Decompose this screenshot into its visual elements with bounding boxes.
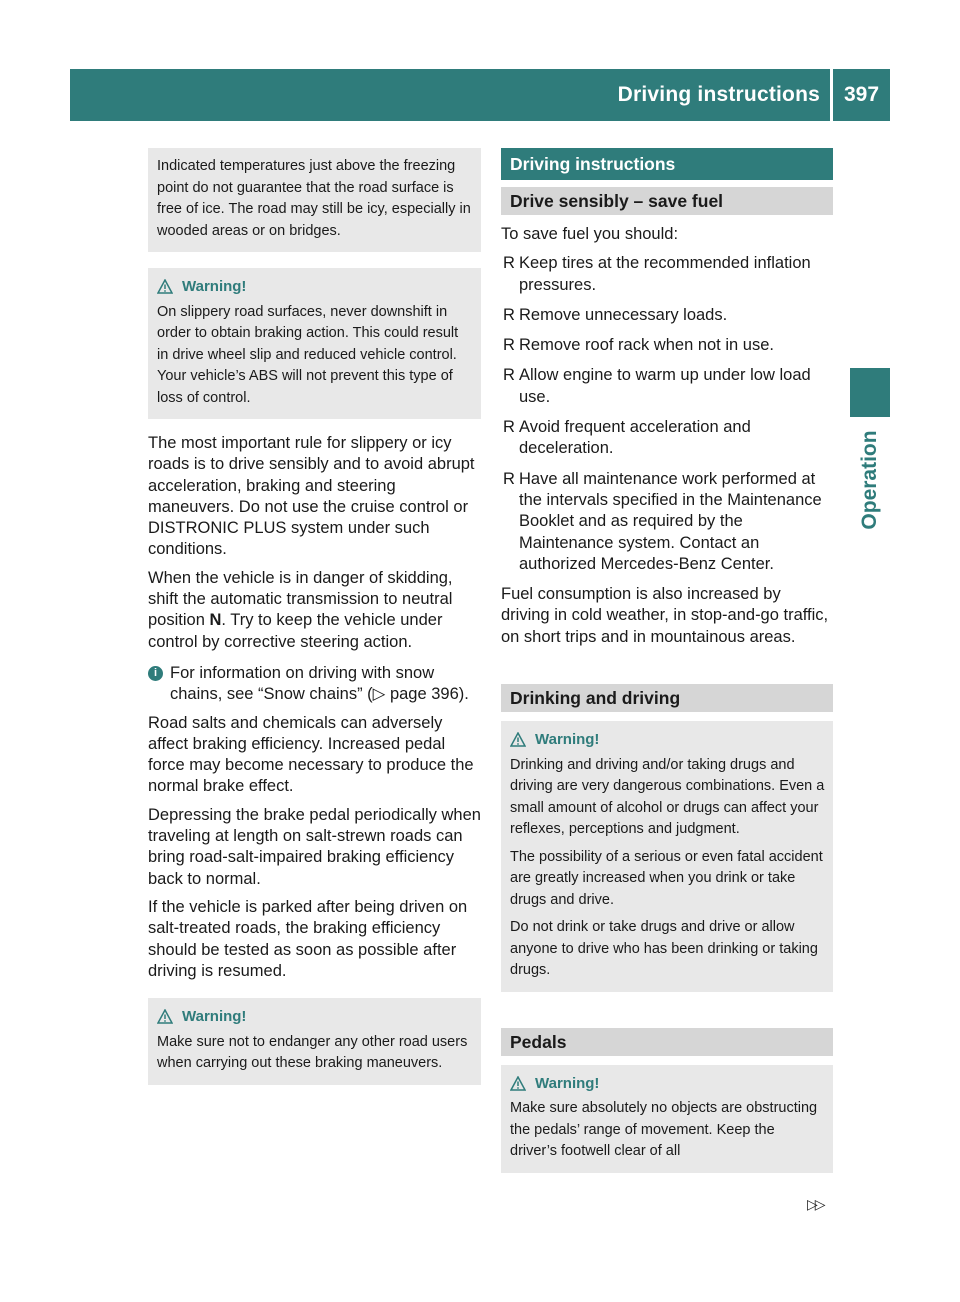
note-text: Indicated temperatures just above the freezing point do not guarantee that the road surface is free of ice. The road may still be icy, especially in wooded areas or on bridges. <box>157 158 471 239</box>
side-tab-marker <box>850 368 890 417</box>
side-tab-label: Operation <box>858 430 881 530</box>
list-item: R Remove roof rack when not in use. <box>501 335 833 356</box>
warning-text: Make sure not to endanger any other road users when carrying out these braking maneuvers. <box>157 1033 468 1072</box>
subsection-heading: Drinking and driving <box>501 684 833 712</box>
warning-heading <box>157 276 473 298</box>
subsection-heading: Drive sensibly – save fuel <box>501 187 833 215</box>
warning-heading <box>510 1073 825 1095</box>
gear-position: N <box>209 611 222 630</box>
header-title: Driving instructions <box>617 83 820 106</box>
paragraph: The most important rule for slippery or icy roads is to drive sensibly and to avoid abrupt acceleration, braking and steering maneuvers. Do not use the cruise control or DISTRONIC PLUS system under such conditions. <box>148 434 475 559</box>
warning-heading <box>157 1006 473 1028</box>
info-note <box>148 663 481 706</box>
page-number: 397 <box>843 83 880 106</box>
list-item: R Remove unnecessary loads. <box>501 305 833 326</box>
warning-triangle-icon <box>510 1076 526 1091</box>
warning-triangle-icon <box>157 279 173 294</box>
warning-title: Warning! <box>182 1008 247 1026</box>
list-item: R Have all maintenance work performed at the intervals specified in the Maintenance Booklet and as required by the Maintenance system. Contact an authorized Mercedes-Benz Center. <box>501 469 833 575</box>
continue-arrow-icon: ▷▷ <box>807 1196 823 1212</box>
warning-box <box>501 721 833 992</box>
info-circle-icon: i <box>148 666 163 681</box>
warning-box <box>501 1065 833 1173</box>
paragraph: Fuel consumption is also increased by driving in cold weather, in stop-and-go traffic, on short trips and in mountainous areas. <box>501 585 829 646</box>
paragraph: To save fuel you should: <box>501 225 679 243</box>
warning-box <box>148 998 481 1085</box>
warning-text: On slippery road surfaces, never downshift in order to obtain braking action. This could result in drive wheel slip and reduced vehicle control. Your vehicle’s ABS will not prevent this type of loss of control. <box>157 303 459 406</box>
warning-box <box>148 268 481 419</box>
right-column <box>501 148 833 1173</box>
section-heading: Driving instructions <box>501 148 833 180</box>
text-span: When the vehicle is in danger of skidding, shift the automatic transmission to neutral position <box>148 568 453 630</box>
paragraph <box>148 568 481 653</box>
warning-text: Make sure absolutely no objects are obstructing the pedals’ range of movement. Keep the driver’s footwell clear of all <box>510 1100 818 1160</box>
note-box <box>148 148 481 252</box>
warning-text: The possibility of a serious or even fatal accident are greatly increased when you drink or take drugs and drive. <box>510 848 823 908</box>
warning-triangle-icon <box>510 732 526 747</box>
paragraph: If the vehicle is parked after being driven on salt-treated roads, the braking efficiency should be tested as soon as possible after driving is resumed. <box>148 897 468 980</box>
list-item: R Allow engine to warm up under low load use. <box>501 365 833 408</box>
warning-title: Warning! <box>535 1074 600 1092</box>
left-column <box>148 148 481 1085</box>
list-item: R Avoid frequent acceleration and deceleration. <box>501 417 833 460</box>
warning-triangle-icon <box>157 1009 173 1024</box>
subsection-heading: Pedals <box>501 1028 833 1056</box>
paragraph: Road salts and chemicals can adversely affect braking efficiency. Increased pedal force may become necessary to produce the normal brake effect. <box>148 713 474 796</box>
info-text: For information on driving with snow chains, see “Snow chains” (▷ page 396). <box>170 663 469 704</box>
fuel-tips-list <box>501 253 833 575</box>
warning-text: Drinking and driving and/or taking drugs and driving are very dangerous combinations. Even a small amount of alcohol or drugs can affect your reflexes, perceptions and judgment. <box>510 756 825 838</box>
warning-text: Do not drink or take drugs and drive or allow anyone to drive who has been drinking or taking drugs. <box>510 919 818 979</box>
paragraph: Depressing the brake pedal periodically when traveling at length on salt-strewn roads can bring road-salt-impaired braking efficiency back to normal. <box>148 805 481 888</box>
list-item: R Keep tires at the recommended inflation pressures. <box>501 253 833 296</box>
warning-title: Warning! <box>182 278 247 295</box>
warning-title: Warning! <box>535 731 600 749</box>
warning-heading <box>510 729 825 751</box>
text-span: . Try to keep the vehicle under control by corrective steering action. <box>148 611 443 651</box>
